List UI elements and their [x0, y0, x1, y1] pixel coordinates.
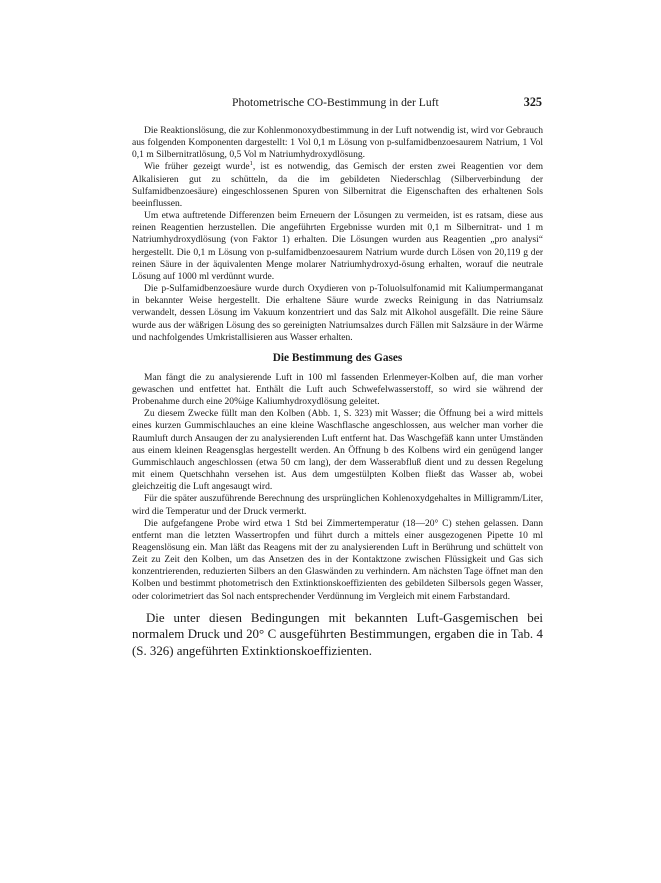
paragraph: Zu diesem Zwecke füllt man den Kolben (Abb. 1, S. 323) mit Wasser; die Öffnung bei a wird mittels eines kurzen Gummischlauches an eine kleine Waschflasche angeschlossen, aus welcher man vorher die Raumluft durch Ansaugen der zu analysierenden Luft entfernt hat. Das Waschgefäß kann unter Umständen aus einem kleinen Reagensglas hergestellt werden. An Öffnung b des Kolbens wird ein genügend langer Gummischlauch angeschlossen (etwa 50 cm lang), der dem Wasserabfluß dient und zu dessen Regelung mit einem Quetschhahn versehen ist. Aus dem umgestülpten Kolben fließt das Wasser ab, wobei gleichzeitig die Luft angesaugt wird. — [132, 408, 543, 493]
paragraph-with-footnote — [132, 161, 543, 210]
paragraph: Um etwa auftretende Differenzen beim Erneuern der Lösungen zu vermeiden, ist es ratsam, diese aus reinen Reagentien herzustellen. Die angeführten Ergebnisse wurden mit 0,1 m Silbernitrat- und 1 m Natriumhydroxydlösung (von Faktor 1) erhalten. Die Lösungen wurden aus Reagentien „pro analysi“ hergestellt. Die 0,1 m Lösung von p-sulfamidbenzoesaurem Natrium wurde durch Lösen von 20,119 g der reinen Säure in der äquivalenten Menge molarer Natriumhydroxyd-ösung erhalten, worauf die neutrale Lösung auf 1000 ml verdünnt wurde. — [132, 210, 543, 282]
paragraph: Die aufgefangene Probe wird etwa 1 Std bei Zimmertemperatur (18—20° C) stehen gelassen. Dann entfernt man die letzten Wassertropfen und führt durch a mittels einer ausgezogenen Pipette 10 ml Reagenslösung ein. Man läßt das Reagens mit der zu analysierenden Luft in Berührung und schüttelt von Zeit zu Zeit den Kolben, um das Ansetzen des in der Kontaktzone zwischen Flüssigkeit und Gas sich konzentrierenden, reduzierten Silbers an den Glaswänden zu verhindern. Am nächsten Tage öffnet man den Kolben und bestimmt photometrisch den Extinktionskoeffizienten des gebildeten Silbersols gegen Wasser, oder colorimetriert das Sol nach entsprechender Verdünnung im Vergleich mit einem Farbstandard. — [132, 517, 543, 602]
paragraph: Die Reaktionslösung, die zur Kohlenmonoxydbestimmung in der Luft notwendig ist, wird vor Gebrauch aus folgenden Komponenten dargestellt: 1 Vol 0,1 m Lösung von p-sulfamidbenzoesaurem Natrium, 1 Vol 0,1 m Silbernitratlösung, 0,5 Vol m Natriumhydroxydlösung. — [132, 125, 543, 161]
footnote-marker: 1 — [249, 160, 253, 168]
page-number: 325 — [523, 95, 542, 109]
paragraph-text: Wie früher gezeigt wurde — [144, 161, 250, 173]
page-body — [132, 125, 543, 659]
final-paragraph: Die unter diesen Bedingungen mit bekannten Luft-Gasgemischen bei normalem Druck und 20° C ausgeführten Bestimmungen, ergaben die in Tab. 4 (S. 326) angeführten Extinktionskoeffizienten. — [132, 610, 543, 658]
running-title: Photometrische CO-Bestimmung in der Luft — [232, 96, 439, 109]
paragraph: Man fängt die zu analysierende Luft in 100 ml fassenden Erlenmeyer-Kolben auf, die man vorher gewaschen und entfettet hat. Enthält die Luft auch Schwefelwasserstoff, so wird sie während der Probenahme durch eine 20%ige Kaliumhydroxydlösung geleitet. — [132, 371, 543, 408]
section-heading: Die Bestimmung des Gases — [272, 351, 403, 364]
paragraph: Für die später auszuführende Berechnung des ursprünglichen Kohlenoxydgehaltes in Milligramm/Liter, wird die Temperatur und der Druck vermerkt. — [132, 493, 543, 517]
page-header — [132, 96, 542, 112]
paragraph-text: , ist es notwendig, das Gemisch der ersten zwei Reagentien vor dem Alkalisieren gut zu schütteln, da die im gebildeten Niederschlag (Silberverbindung der Sulfamidbenzoesäure) eingeschlossenen Spuren von Silbernitrat die Eigenschaften des erhaltenen Sols beeinflussen. — [132, 161, 543, 209]
paragraph: Die p-Sulfamidbenzoesäure wurde durch Oxydieren von p-Toluolsulfonamid mit Kaliumpermanganat in bekannter Weise hergestellt. Die erhaltene Säure wurde zwecks Reinigung in das Natriumsalz verwandelt, dessen Lösung im Vakuum konzentriert und das Salz mit Alkohol ausgefällt. Die reine Säure wurde aus der wäßrigen Lösung des so gereinigten Natriumsalzes durch Fällen mit Salzsäure in der Wärme und nachfolgendes Umkristallisieren aus Wasser erhalten. — [132, 283, 543, 343]
